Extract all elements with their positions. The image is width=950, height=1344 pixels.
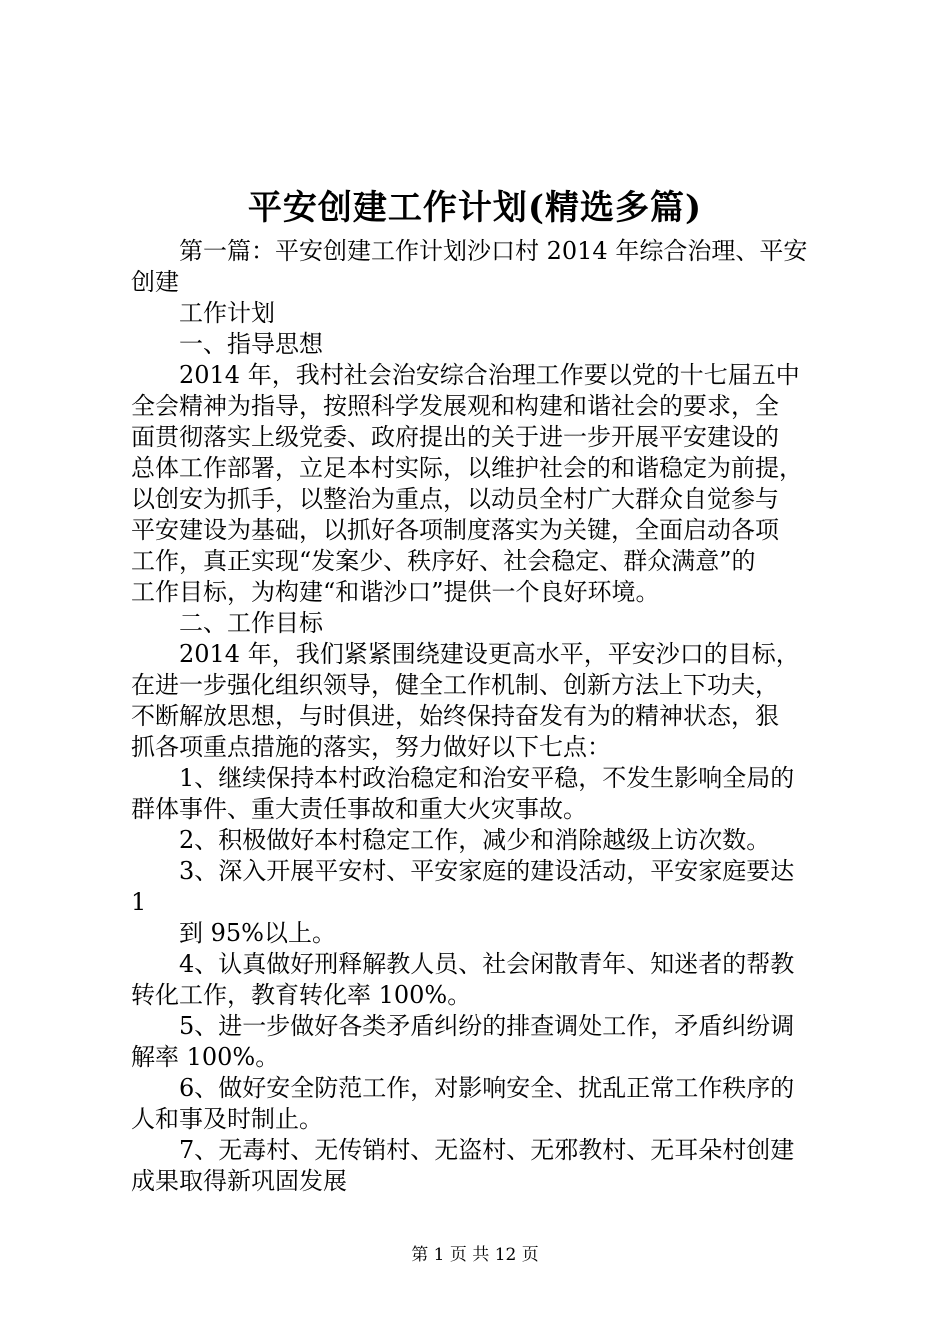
list-item: 3、深入开展平安村、平安家庭的建设活动，平安家庭要达: [179, 857, 795, 885]
list-item: 7、无毒村、无传销村、无盗村、无邪教村、无耳朵村创建: [179, 1136, 795, 1164]
list-item: 5、进一步做好各类矛盾纠纷的排查调处工作，矛盾纠纷调: [179, 1012, 795, 1040]
text-line: 不断解放思想，与时俱进，始终保持奋发有为的精神状态，狠: [131, 702, 779, 730]
text-line: 1: [131, 888, 147, 916]
text-line: 群体事件、重大责任事故和重大火灾事故。: [131, 795, 587, 823]
section-heading: 二、工作目标: [179, 609, 323, 637]
text-line: 到 95%以上。: [179, 919, 336, 947]
text-line: 2014 年，我们紧紧围绕建设更高水平，平安沙口的目标，: [179, 640, 800, 668]
list-item: 2、积极做好本村稳定工作，减少和消除越级上访次数。: [179, 826, 771, 854]
section-heading: 一、指导思想: [179, 330, 323, 358]
list-item: 6、做好安全防范工作，对影响安全、扰乱正常工作秩序的: [179, 1074, 795, 1102]
text-line: 全会精神为指导，按照科学发展观和构建和谐社会的要求，全: [131, 392, 779, 420]
text-line: 总体工作部署，立足本村实际，以维护社会的和谐稳定为前提，: [131, 454, 803, 482]
text-line: 转化工作，教育转化率 100%。: [131, 981, 472, 1009]
document-title: 平安创建工作计划(精选多篇): [247, 188, 703, 228]
page-footer: 第 1 页 共 12 页: [411, 1245, 539, 1265]
text-line: 第一篇：平安创建工作计划沙口村 2014 年综合治理、平安: [179, 237, 808, 265]
text-line: 工作，真正实现“发案少、秩序好、社会稳定、群众满意”的: [131, 547, 756, 575]
text-line: 抓各项重点措施的落实，努力做好以下七点：: [131, 733, 611, 761]
text-line: 平安建设为基础，以抓好各项制度落实为关键，全面启动各项: [131, 516, 779, 544]
text-line: 解率 100%。: [131, 1043, 280, 1071]
text-line: 工作目标，为构建“和谐沙口”提供一个良好环境。: [131, 578, 660, 606]
text-line: 以创安为抓手，以整治为重点，以动员全村广大群众自觉参与: [131, 485, 779, 513]
text-line: 创建: [131, 268, 179, 296]
text-line: 人和事及时制止。: [131, 1105, 323, 1133]
text-line: 面贯彻落实上级党委、政府提出的关于进一步开展平安建设的: [131, 423, 779, 451]
text-line: 在进一步强化组织领导，健全工作机制、创新方法上下功夫，: [131, 671, 779, 699]
text-line: 工作计划: [179, 299, 275, 327]
list-item: 4、认真做好刑释解教人员、社会闲散青年、知迷者的帮教: [179, 950, 795, 978]
text-line: 2014 年，我村社会治安综合治理工作要以党的十七届五中: [179, 361, 800, 389]
document-body: [131, 236, 831, 1197]
text-line: 成果取得新巩固发展: [131, 1167, 347, 1195]
list-item: 1、继续保持本村政治稳定和治安平稳，不发生影响全局的: [179, 764, 795, 792]
